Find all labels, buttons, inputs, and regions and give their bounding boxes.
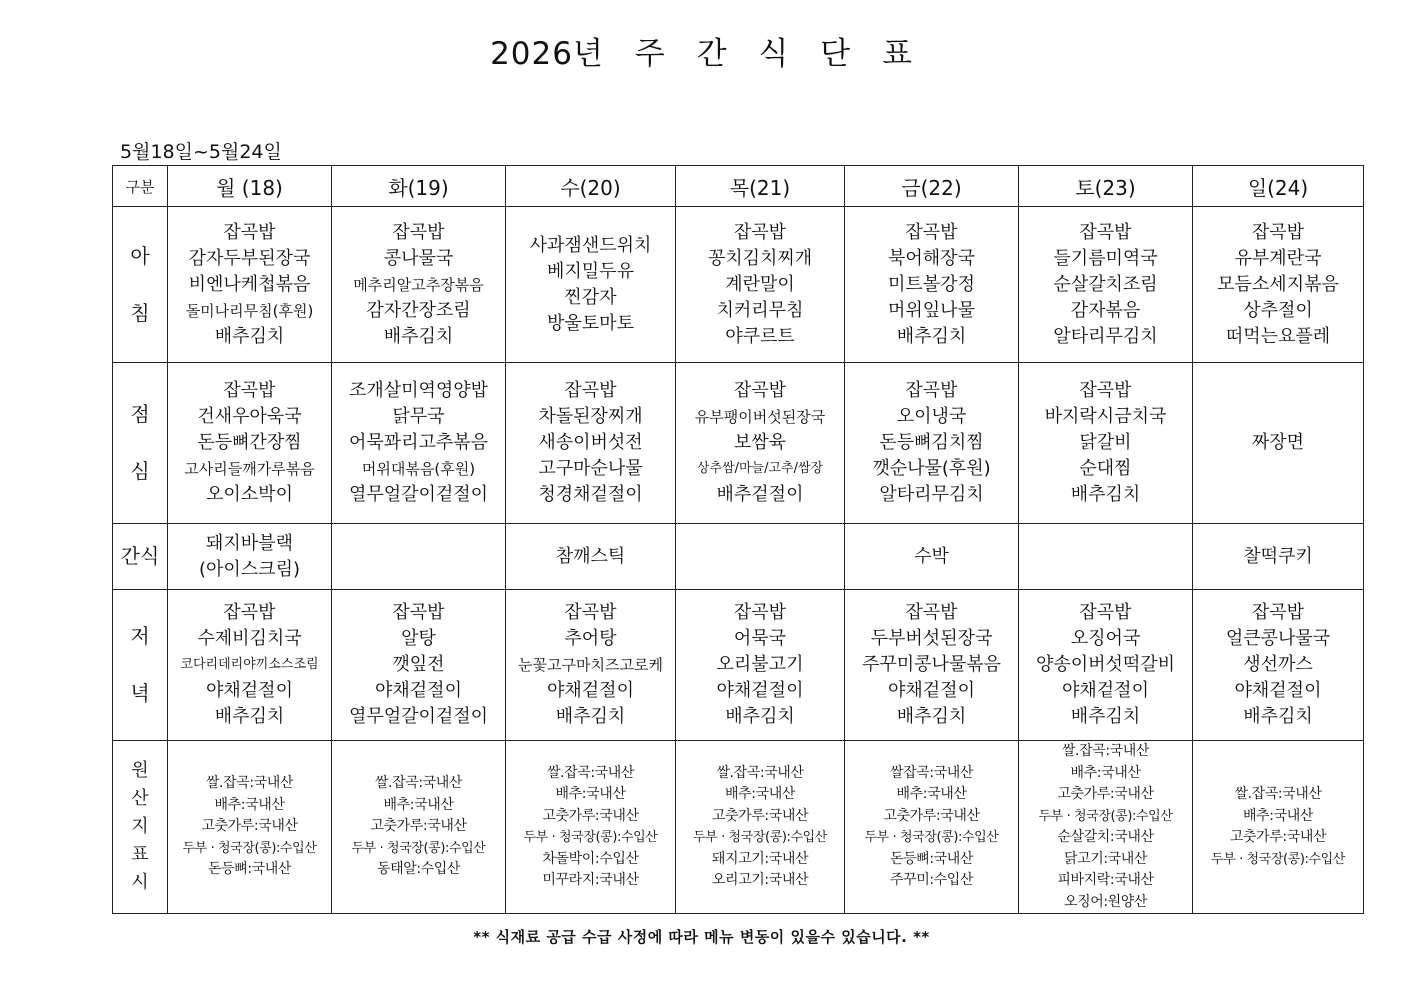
- menu-item: 깻잎전: [392, 654, 445, 675]
- dinner-cell-sat: [1019, 590, 1193, 741]
- menu-item: 잡곡밥: [392, 602, 445, 623]
- breakfast-label-char: 침: [130, 300, 150, 325]
- menu-item: 배추김치: [214, 325, 285, 347]
- footnote: ** 식재료 공급 수급 사정에 따라 메뉴 변동이 있을수 있습니다. **: [473, 928, 930, 946]
- menu-item: 양송이버섯떡갈비: [1035, 654, 1176, 675]
- snack-cell-mon: [168, 524, 332, 590]
- header-day-mon: 월 (18): [168, 166, 332, 207]
- origin-item: 피바지락:국내산: [1057, 872, 1154, 888]
- menu-item: 상추쌈/마늘/고추/쌈장: [696, 461, 824, 476]
- origin-item: 고춧가루:국내산: [370, 818, 467, 835]
- menu-item: 어묵국: [733, 628, 787, 649]
- menu-item: 비엔나케첩볶음: [188, 273, 311, 295]
- origin-item: 배추:국내산: [725, 786, 795, 802]
- menu-item: 오이소박이: [206, 484, 293, 505]
- menu-item: 떠먹는요플레: [1225, 325, 1331, 347]
- menu-item: 바지락시금치국: [1044, 406, 1167, 427]
- origin-item: 닭고기:국내산: [1063, 850, 1148, 867]
- menu-item: 잡곡밥: [905, 602, 958, 623]
- origin-item: 고춧가루:국내산: [542, 807, 639, 824]
- origin-item: 배추:국내산: [1243, 807, 1313, 824]
- menu-item: 얼큰콩나물국: [1225, 628, 1331, 649]
- origin-item: 두부 · 청국장(콩):수입산: [182, 840, 317, 856]
- snack-label: 간식: [113, 524, 168, 590]
- origin-row: [113, 741, 1364, 914]
- origin-cell-mon: [168, 741, 332, 914]
- menu-item: 깻순나물(후원): [872, 458, 991, 479]
- menu-item: 조개살미역영양밥: [348, 380, 489, 401]
- menu-item: 돼지바블랙: [206, 532, 293, 554]
- origin-item: 차돌박이:수입산: [542, 850, 639, 867]
- menu-item: 머위잎나물: [888, 299, 975, 321]
- origin-item: 두부 · 청국장(콩):수입산: [523, 830, 658, 845]
- menu-item: 잡곡밥: [905, 380, 958, 401]
- origin-item: 배추:국내산: [896, 786, 967, 802]
- menu-item: 돈등뼈간장찜: [197, 432, 302, 453]
- origin-item: 두부 · 청국장(콩):수입산: [693, 830, 827, 845]
- origin-item: 배추:국내산: [383, 796, 454, 813]
- menu-item: 방울토마토: [547, 312, 634, 334]
- origin-label-char: 산: [131, 788, 149, 809]
- menu-item: 미트볼강정: [888, 273, 975, 295]
- menu-item: 베지밀두유: [547, 260, 634, 282]
- origin-item: 쌀.잡곡:국내산: [1061, 743, 1150, 759]
- menu-item: 메추리알고추장볶음: [353, 275, 484, 294]
- lunch-row: [113, 363, 1364, 524]
- menu-item: 두부버섯된장국: [870, 628, 993, 649]
- header-gubun: 구분: [113, 166, 168, 207]
- dinner-row: [113, 590, 1364, 741]
- menu-item: 찰떡쿠키: [1243, 545, 1313, 567]
- origin-label-char: 시: [131, 872, 149, 893]
- breakfast-cell-fri: [845, 207, 1019, 363]
- origin-item: 배추:국내산: [555, 786, 626, 802]
- lunch-cell-mon: [168, 363, 332, 524]
- menu-item: 새송이버섯전: [538, 432, 643, 453]
- menu-item: 보쌈육: [733, 432, 787, 453]
- menu-item: 잡곡밥: [905, 221, 958, 243]
- menu-item: 추어탕: [564, 628, 617, 649]
- lunch-cell-sun: [1193, 363, 1364, 524]
- menu-item: 코다리데리야끼소스조림: [180, 657, 319, 672]
- origin-item: 돈등뼈:국내산: [889, 850, 974, 867]
- header-day-sat: 토(23): [1019, 166, 1193, 207]
- menu-item: 치커리무침: [716, 299, 804, 321]
- menu-item: 잡곡밥: [1251, 602, 1305, 623]
- lunch-label: [113, 363, 168, 524]
- origin-cell-thu: [676, 741, 845, 914]
- menu-item: 배추겉절이: [716, 484, 804, 505]
- origin-label-char: 지: [131, 816, 149, 837]
- menu-item: 참깨스틱: [555, 545, 626, 567]
- menu-item: 잡곡밥: [733, 602, 787, 623]
- origin-label-char: 표: [131, 844, 149, 865]
- menu-item: 건새우아욱국: [197, 406, 302, 427]
- menu-item: (아이스크림): [199, 558, 300, 580]
- menu-item: 배추김치: [214, 706, 285, 727]
- breakfast-label: [113, 207, 168, 363]
- origin-item: 쌀.잡곡:국내산: [205, 775, 294, 792]
- origin-item: 두부 · 청국장(콩):수입산: [1211, 851, 1345, 867]
- menu-item: 상추절이: [1243, 299, 1313, 321]
- origin-item: 오리고기:국내산: [711, 872, 809, 888]
- origin-item: 두부 · 청국장(콩):수입산: [864, 830, 999, 845]
- menu-item: 야쿠르트: [725, 325, 795, 347]
- breakfast-row: [113, 207, 1364, 363]
- period-label: 5월18일~5월24일: [120, 141, 282, 163]
- menu-item: 생선까스: [1243, 654, 1313, 675]
- menu-item: 계란말이: [725, 273, 795, 295]
- breakfast-cell-tue: [332, 207, 506, 363]
- header-day-sun: 일(24): [1193, 166, 1364, 207]
- menu-item: 차돌된장찌개: [538, 406, 643, 427]
- breakfast-cell-mon: [168, 207, 332, 363]
- snack-row: [113, 524, 1364, 590]
- menu-item: 모듬소세지볶음: [1217, 273, 1339, 295]
- dinner-label-char: 저: [130, 624, 150, 648]
- menu-item: 열무얼갈이겉절이: [348, 706, 489, 727]
- menu-item: 알탕: [401, 628, 436, 649]
- lunch-cell-thu: [676, 363, 845, 524]
- menu-item: 알타리무김치: [879, 484, 984, 505]
- menu-item: 수박: [914, 545, 949, 567]
- dinner-cell-wed: [506, 590, 676, 741]
- menu-item: 야채겉절이: [206, 680, 293, 701]
- menu-item: 짜장면: [1251, 432, 1305, 453]
- lunch-cell-sat: [1019, 363, 1193, 524]
- weekly-menu-table: [112, 165, 1364, 914]
- menu-item: 잡곡밥: [223, 380, 276, 401]
- origin-item: 오징어:원양산: [1063, 893, 1148, 910]
- header-day-tue: 화(19): [332, 166, 506, 207]
- menu-item: 북어해장국: [888, 247, 975, 269]
- menu-item: 배추김치: [383, 325, 454, 347]
- dinner-cell-sun: [1193, 590, 1364, 741]
- menu-item: 고사리들깨가루볶음: [184, 460, 315, 478]
- menu-item: 순대찜: [1079, 458, 1132, 479]
- menu-item: 배추김치: [896, 706, 967, 727]
- origin-item: 쌀잡곡:국내산: [889, 764, 974, 781]
- menu-item: 찐감자: [564, 286, 617, 308]
- menu-item: 잡곡밥: [564, 602, 617, 623]
- origin-item: 고춧가루:국내산: [711, 807, 809, 824]
- origin-item: 주꾸미:수입산: [889, 872, 974, 888]
- menu-item: 알타리무김치: [1053, 325, 1158, 347]
- menu-item: 잡곡밥: [1079, 602, 1132, 623]
- menu-item: 야채겉절이: [1234, 680, 1322, 701]
- lunch-cell-fri: [845, 363, 1019, 524]
- menu-item: 수제비김치국: [197, 628, 302, 649]
- origin-item: 돼지고기:국내산: [711, 850, 809, 867]
- lunch-label-char: 점: [130, 402, 150, 426]
- origin-item: 두부 · 청국장(콩):수입산: [351, 840, 486, 856]
- menu-item: 잡곡밥: [223, 602, 276, 623]
- menu-item: 배추김치: [896, 325, 967, 347]
- menu-item: 꽁치김치찌개: [707, 247, 813, 269]
- breakfast-cell-sat: [1019, 207, 1193, 363]
- snack-cell-tue: [332, 524, 506, 590]
- menu-item: 콩나물국: [383, 247, 454, 269]
- menu-item: 잡곡밥: [733, 380, 787, 401]
- snack-cell-sat: [1019, 524, 1193, 590]
- menu-item: 순살갈치조림: [1053, 273, 1158, 295]
- origin-item: 쌀.잡곡:국내산: [374, 775, 463, 792]
- menu-item: 야채겉절이: [1062, 680, 1149, 701]
- menu-item: 주꾸미콩나물볶음: [861, 654, 1002, 675]
- snack-cell-wed: [506, 524, 676, 590]
- origin-label: [113, 741, 168, 914]
- menu-item: 사과잼샌드위치: [529, 234, 652, 256]
- origin-item: 미꾸라지:국내산: [542, 872, 639, 888]
- menu-item: 어묵꽈리고추볶음: [348, 432, 489, 453]
- menu-item: 배추김치: [1243, 706, 1313, 727]
- menu-item: 감자간장조림: [366, 299, 471, 321]
- origin-item: 고춧가루:국내산: [1057, 786, 1154, 802]
- origin-cell-wed: [506, 741, 676, 914]
- menu-item: 배추김치: [1070, 706, 1141, 727]
- origin-item: 고춧가루:국내산: [201, 818, 298, 835]
- menu-item: 잡곡밥: [564, 380, 617, 401]
- dinner-label: [113, 590, 168, 741]
- origin-item: 배추:국내산: [214, 796, 285, 813]
- header-day-thu: 목(21): [676, 166, 845, 207]
- origin-cell-sun: [1193, 741, 1364, 914]
- menu-item: 돈등뼈김치찜: [879, 432, 984, 453]
- menu-item: 유부계란국: [1234, 247, 1322, 269]
- origin-item: 고춧가루:국내산: [1229, 829, 1327, 845]
- breakfast-label-char: 아: [130, 243, 150, 268]
- menu-item: 들기름미역국: [1053, 247, 1158, 269]
- menu-item: 잡곡밥: [733, 221, 787, 243]
- origin-cell-tue: [332, 741, 506, 914]
- snack-cell-fri: [845, 524, 1019, 590]
- header-day-wed: 수(20): [506, 166, 676, 207]
- menu-item: 잡곡밥: [223, 221, 276, 243]
- header-day-fri: 금(22): [845, 166, 1019, 207]
- menu-item: 야채겉절이: [716, 680, 804, 701]
- menu-item: 닭무국: [392, 406, 445, 427]
- dinner-cell-fri: [845, 590, 1019, 741]
- menu-item: 머위대볶음(후원): [361, 460, 476, 478]
- menu-item: 배추김치: [555, 706, 626, 727]
- menu-item: 오리불고기: [716, 654, 804, 675]
- breakfast-cell-wed: [506, 207, 676, 363]
- dinner-cell-thu: [676, 590, 845, 741]
- header-row: [113, 166, 1364, 207]
- menu-item: 닭갈비: [1079, 432, 1132, 453]
- lunch-cell-tue: [332, 363, 506, 524]
- menu-item: 배추김치: [725, 706, 795, 727]
- menu-item: 오징어국: [1070, 628, 1141, 649]
- origin-cell-sat: [1019, 741, 1193, 914]
- menu-item: 청경채겉절이: [538, 484, 643, 505]
- snack-cell-thu: [676, 524, 845, 590]
- origin-item: 쌀.잡곡:국내산: [546, 764, 635, 781]
- breakfast-cell-sun: [1193, 207, 1364, 363]
- menu-item: 배추김치: [1070, 484, 1141, 505]
- menu-item: 열무얼갈이겉절이: [348, 484, 489, 505]
- menu-item: 잡곡밥: [1079, 380, 1132, 401]
- snack-cell-sun: [1193, 524, 1364, 590]
- menu-item: 잡곡밥: [1079, 221, 1132, 243]
- origin-item: 배추:국내산: [1070, 764, 1141, 781]
- origin-item: 순살갈치:국내산: [1057, 829, 1154, 845]
- origin-item: 두부 · 청국장(콩):수입산: [1038, 808, 1173, 824]
- origin-item: 쌀.잡곡:국내산: [1234, 786, 1322, 802]
- menu-item: 잡곡밥: [1251, 221, 1305, 243]
- menu-item: 돌미나리무침(후원): [185, 301, 314, 320]
- menu-item: 고구마순나물: [538, 458, 643, 479]
- menu-item: 감자두부된장국: [188, 247, 311, 269]
- origin-cell-fri: [845, 741, 1019, 914]
- menu-item: 눈꽃고구마치즈고로케: [518, 656, 663, 674]
- menu-item: 야채겉절이: [375, 680, 462, 701]
- origin-label-char: 원: [131, 760, 149, 781]
- dinner-cell-tue: [332, 590, 506, 741]
- origin-item: 돈등뼈:국내산: [207, 861, 292, 878]
- menu-item: 잡곡밥: [392, 221, 445, 243]
- origin-item: 동태알:수입산: [376, 861, 461, 878]
- menu-item: 유부팽이버섯된장국: [694, 408, 826, 426]
- origin-item: 고춧가루:국내산: [883, 807, 980, 824]
- dinner-cell-mon: [168, 590, 332, 741]
- menu-item: 오이냉국: [896, 406, 967, 427]
- lunch-cell-wed: [506, 363, 676, 524]
- origin-item: 쌀.잡곡:국내산: [716, 764, 804, 781]
- breakfast-cell-thu: [676, 207, 845, 363]
- dinner-label-char: 녁: [130, 681, 150, 705]
- menu-item: 감자볶음: [1070, 299, 1141, 321]
- menu-item: 야채겉절이: [888, 680, 975, 701]
- lunch-label-char: 심: [130, 459, 150, 483]
- menu-item: 야채겉절이: [547, 680, 634, 701]
- page-title: 2026년 주 간 식 단 표: [490, 36, 913, 72]
